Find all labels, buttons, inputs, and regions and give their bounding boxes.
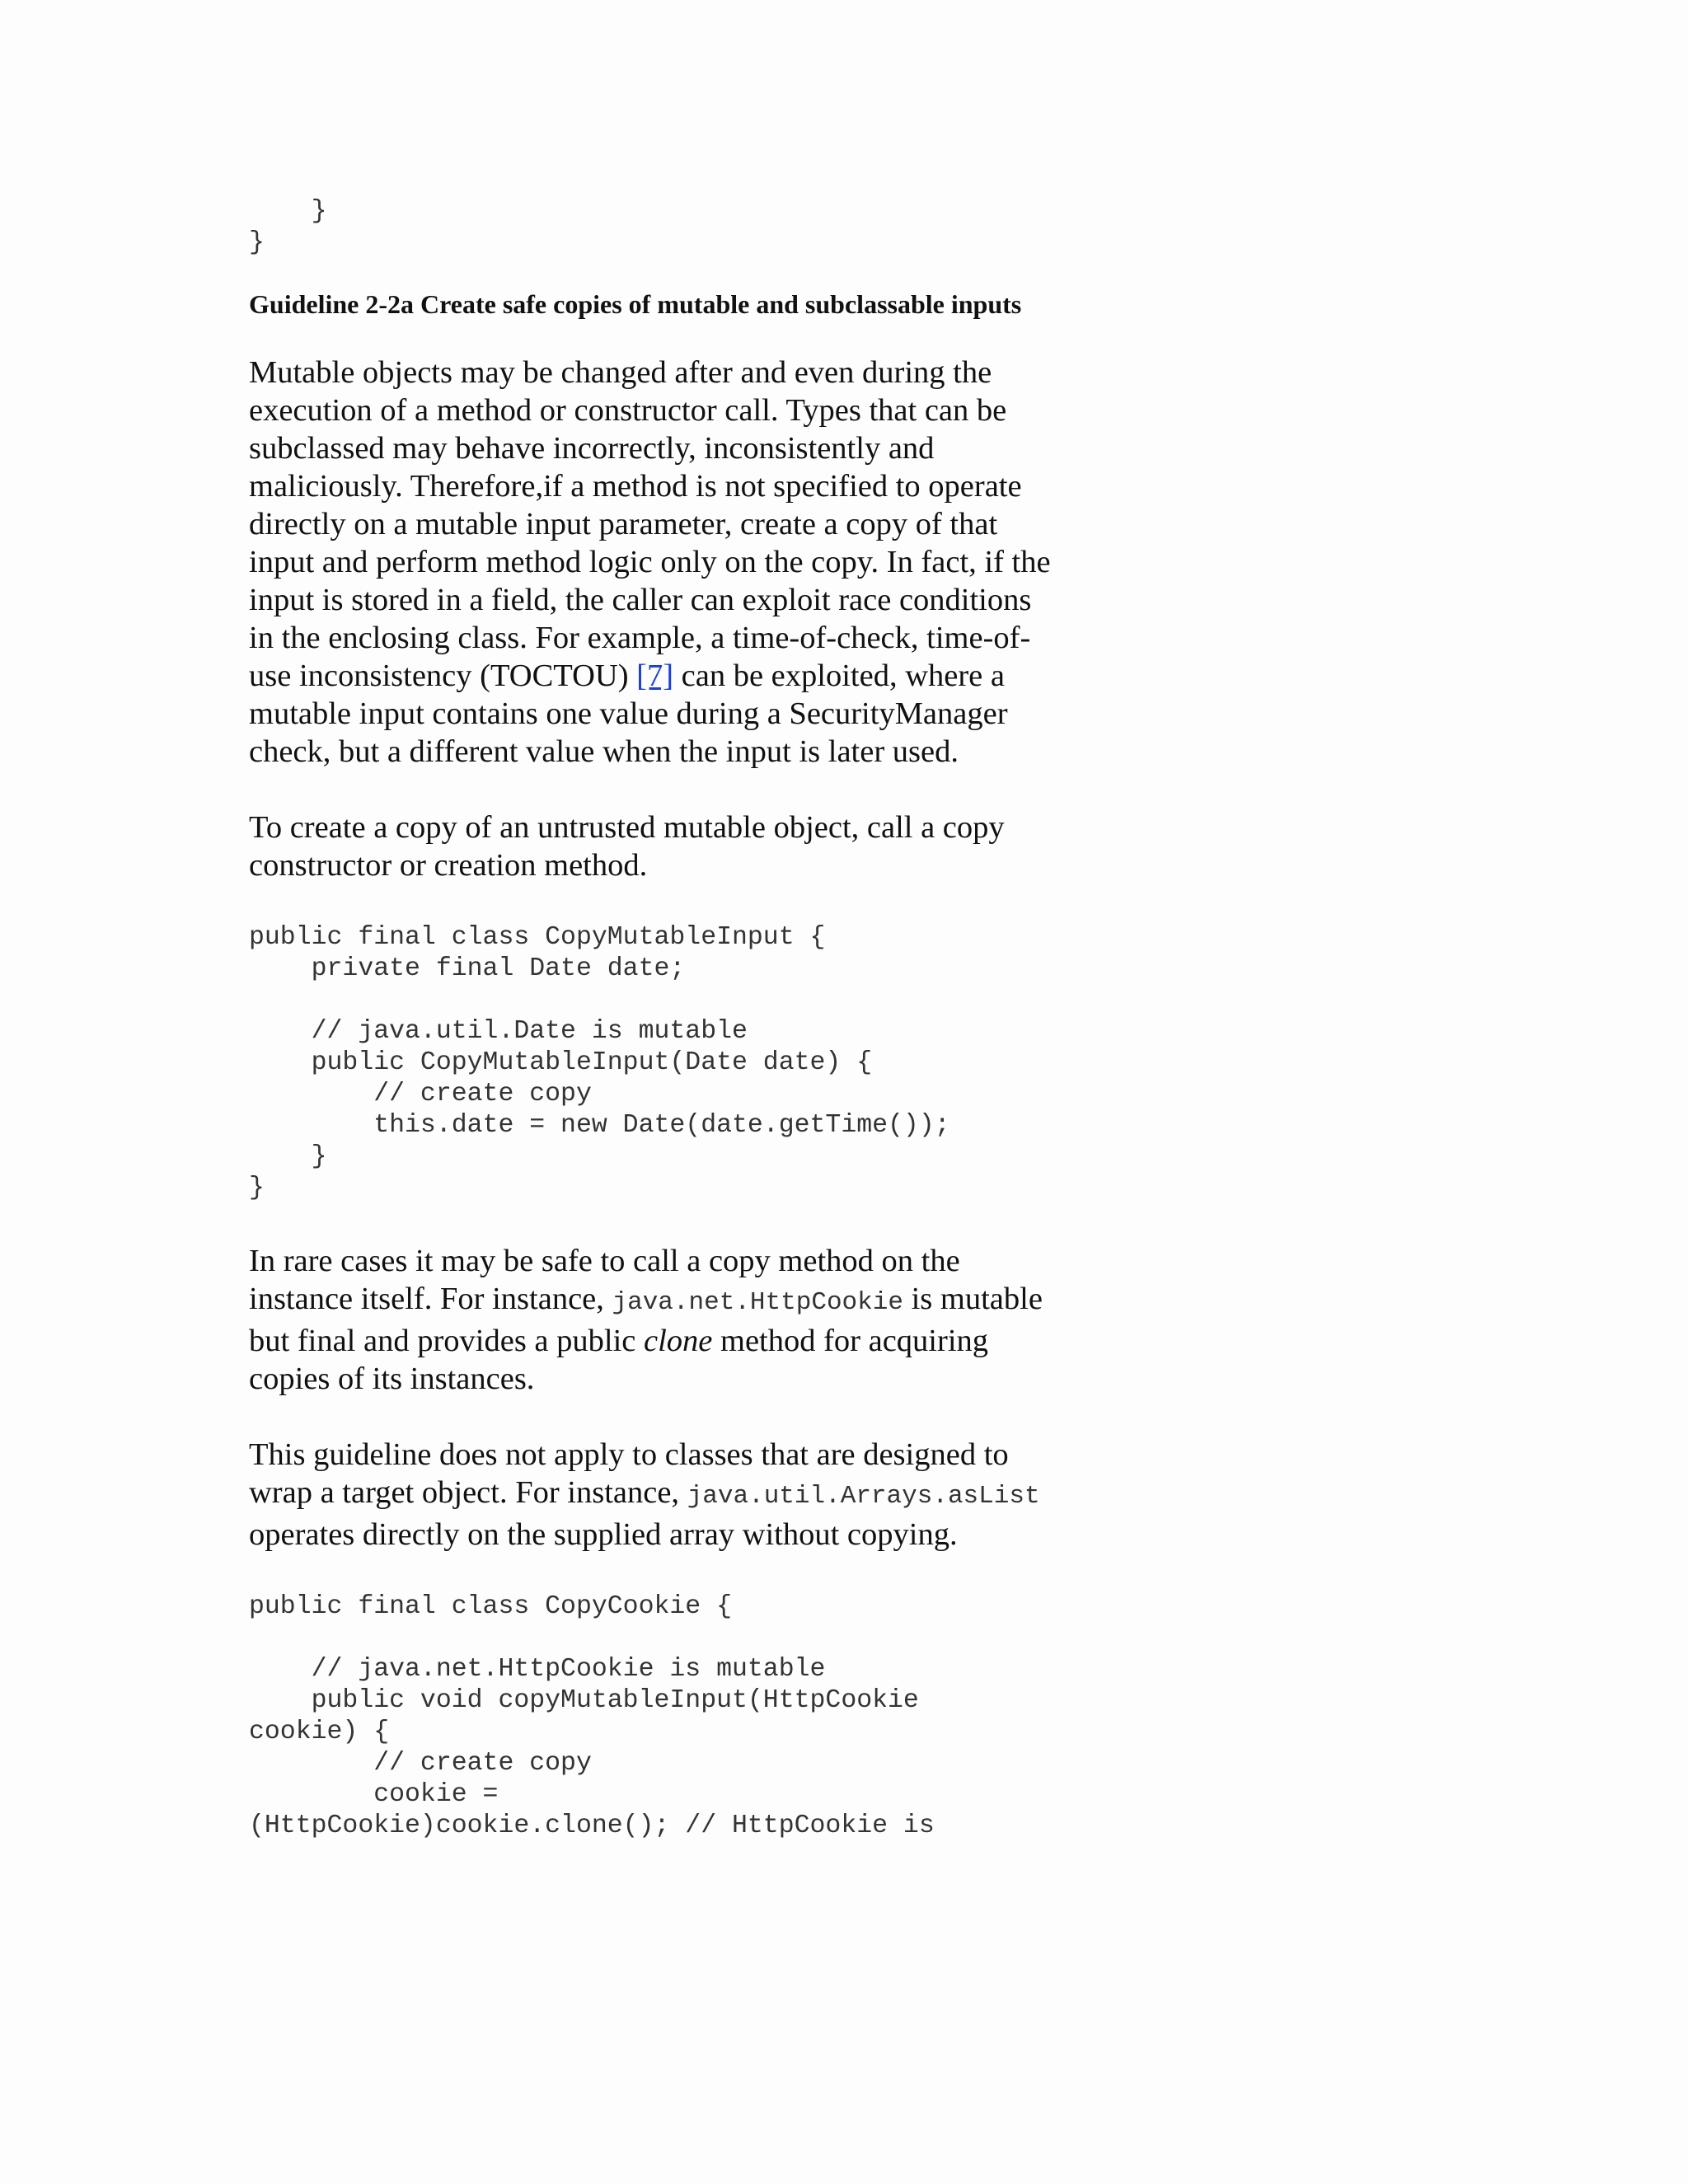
inline-code: java.net.HttpCookie	[612, 1288, 903, 1317]
paragraph-create-copy: To create a copy of an untrusted mutable object, call a copy constructor or creation method.	[249, 810, 1005, 883]
paragraph-text: can be exploited, where a mutable input contains one value during a SecurityManager check, but a different value when the input is later used.	[249, 658, 1008, 769]
paragraph-text: operates directly on the supplied array without copying.	[249, 1517, 958, 1552]
paragraph-text: method for acquiring copies of its instances.	[249, 1324, 989, 1396]
paragraph-text: is mutable but final and provides a public	[249, 1282, 1043, 1358]
document-page	[249, 196, 1057, 1842]
code-block-copy-mutable-input: public final class CopyMutableInput { private final Date date; // java.util.Date is mutable public CopyMutableInput(Date date) { // create copy this.date = new Date(date.getTime()); } }	[249, 923, 950, 1202]
paragraph-mutable-objects	[249, 354, 1057, 771]
paragraph-guideline-exception	[249, 1436, 1057, 1554]
paragraph-text: This guideline does not apply to classes that are designed to wrap a target object. For instance,	[249, 1437, 1009, 1510]
emphasis: clone	[644, 1324, 713, 1358]
paragraph-rare-cases	[249, 1242, 1057, 1398]
reference-link[interactable]: [7]	[636, 658, 674, 693]
paragraph-text: Mutable objects may be changed after and even during the execution of a method or constructor call. Types that can be subclassed may behave incorrectly, inconsistently and maliciously. Therefore,if a method is not specified to operate directly on a mutable input parameter, create a copy of that input and perform method logic only on the copy. In fact, if the input is stored in a field, the caller can exploit race conditions in the enclosing class. For example, a time-of-check, time-of-use inconsistency (TOCTOU)	[249, 355, 1051, 693]
guideline-heading: Guideline 2-2a Create safe copies of mutable and subclassable inputs	[249, 289, 1022, 319]
code-block-continued: } }	[249, 197, 327, 257]
paragraph-text: In rare cases it may be safe to call a copy method on the instance itself. For instance,	[249, 1244, 960, 1316]
code-block-copy-cookie: public final class CopyCookie { // java.net.HttpCookie is mutable public void copyMutableInput(HttpCookie cookie) { // create copy cookie = (HttpCookie)cookie.clone(); // HttpCookie is	[249, 1592, 935, 1840]
inline-code: java.util.Arrays.asList	[687, 1482, 1040, 1511]
